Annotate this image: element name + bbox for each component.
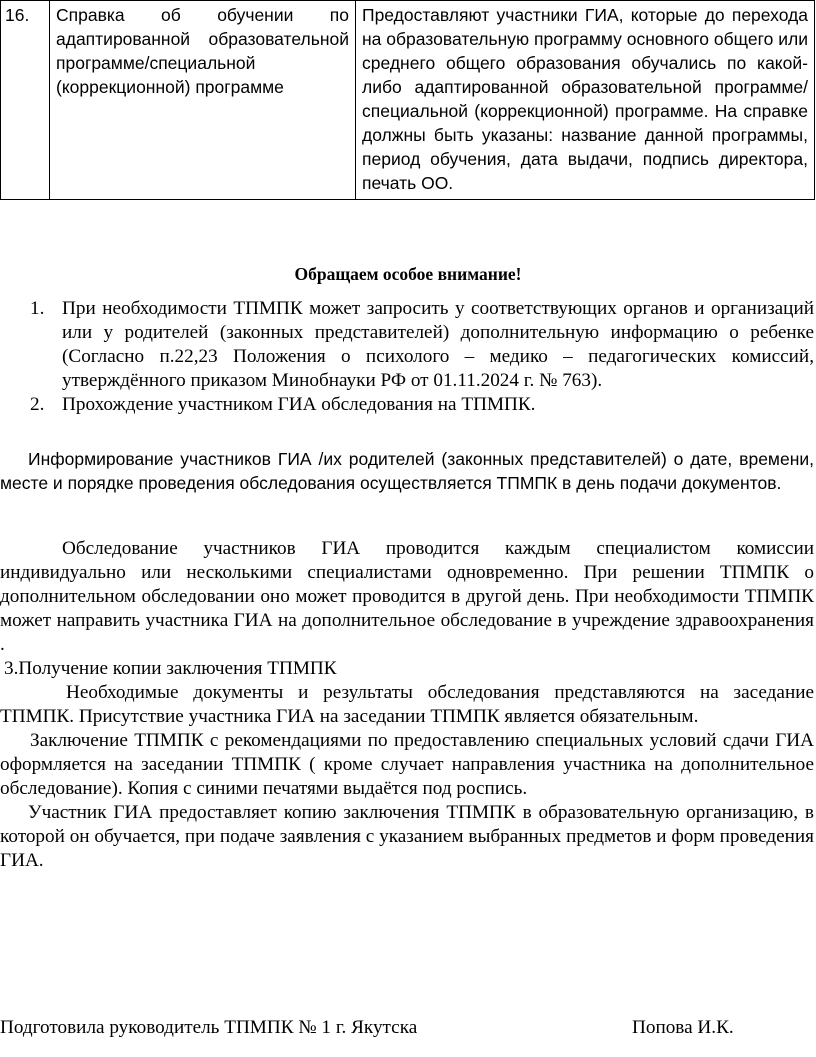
informing-paragraph: Информирование участников ГИА /их родителей (законных представителей) о дате, времени, месте и порядке проведения обследования осуществляется ТПМПК в день подачи документов. <box>0 449 814 493</box>
list-item-number: 2. <box>30 394 45 415</box>
section-3-title: 3.Получение копии заключения ТПМПК <box>4 658 337 679</box>
documents-table <box>0 0 815 200</box>
notice-list <box>0 297 816 417</box>
notice-heading: Обращаем особое внимание! <box>294 264 522 284</box>
list-item <box>0 393 816 417</box>
signature-name: Попова И.К. <box>632 1017 734 1038</box>
document-description-cell: Предоставляют участники ГИА, которые до перехода на образовательную программу основного общего или среднего общего образования обучались по какой-либо адаптированной образовательной программе/специальной (коррекционной) программе. На справке должны быть указаны: название данной программы, период обучения, дата выдачи, подпись директора, печать ОО. <box>356 1 815 200</box>
section-3-paragraph-3: Участник ГИА предоставляет копию заключения ТПМПК в образовательную организацию, в которой он обучается, при подаче заявления с указанием выбранных предметов и форм проведения ГИА. <box>0 802 814 871</box>
list-item <box>0 297 816 393</box>
document-name-cell: Справка об обучении по адаптированной образовательной программе/специальной (коррекционной) программе <box>50 1 356 200</box>
list-item-text: Прохождение участником ГИА обследования на ТПМПК. <box>62 394 536 415</box>
section-3-paragraph-1: Необходимые документы и результаты обследования представляются на заседание ТПМПК. Присутствие участника ГИА на заседании ТПМПК является обязательным. <box>0 682 814 727</box>
section-3-paragraph-2: Заключение ТПМПК с рекомендациями по предоставлению специальных условий сдачи ГИА оформляется на заседании ТПМПК ( кроме случает направления участника на дополнительное обследование). Копия с синими печатями выдаётся под роспись. <box>0 730 814 799</box>
prepared-by: Подготовила руководитель ТПМПК № 1 г. Якутска <box>0 1017 418 1038</box>
list-item-number: 1. <box>30 298 45 319</box>
list-item-text: При необходимости ТПМПК может запросить у соответствующих органов и организаций или у родителей (законных представителей) дополнительную информацию о ребенке (Согласно п.22,23 Положения о психолого – медико – педагогических комиссий, утверждённого приказом Минобнауки РФ от 01.11.2024 г. № 763). <box>62 298 814 391</box>
table-row <box>1 1 815 200</box>
row-number: 16. <box>1 1 50 200</box>
examination-paragraph: Обследование участников ГИА проводится каждым специалистом комиссии индивидуально или несколькими специалистами одновременно. При решении ТПМПК о дополнительном обследовании оно может проводится в другой день. При необходимости ТПМПК может направить участника ГИА на дополнительное обследование в учреждение здравоохранения . <box>0 538 814 655</box>
